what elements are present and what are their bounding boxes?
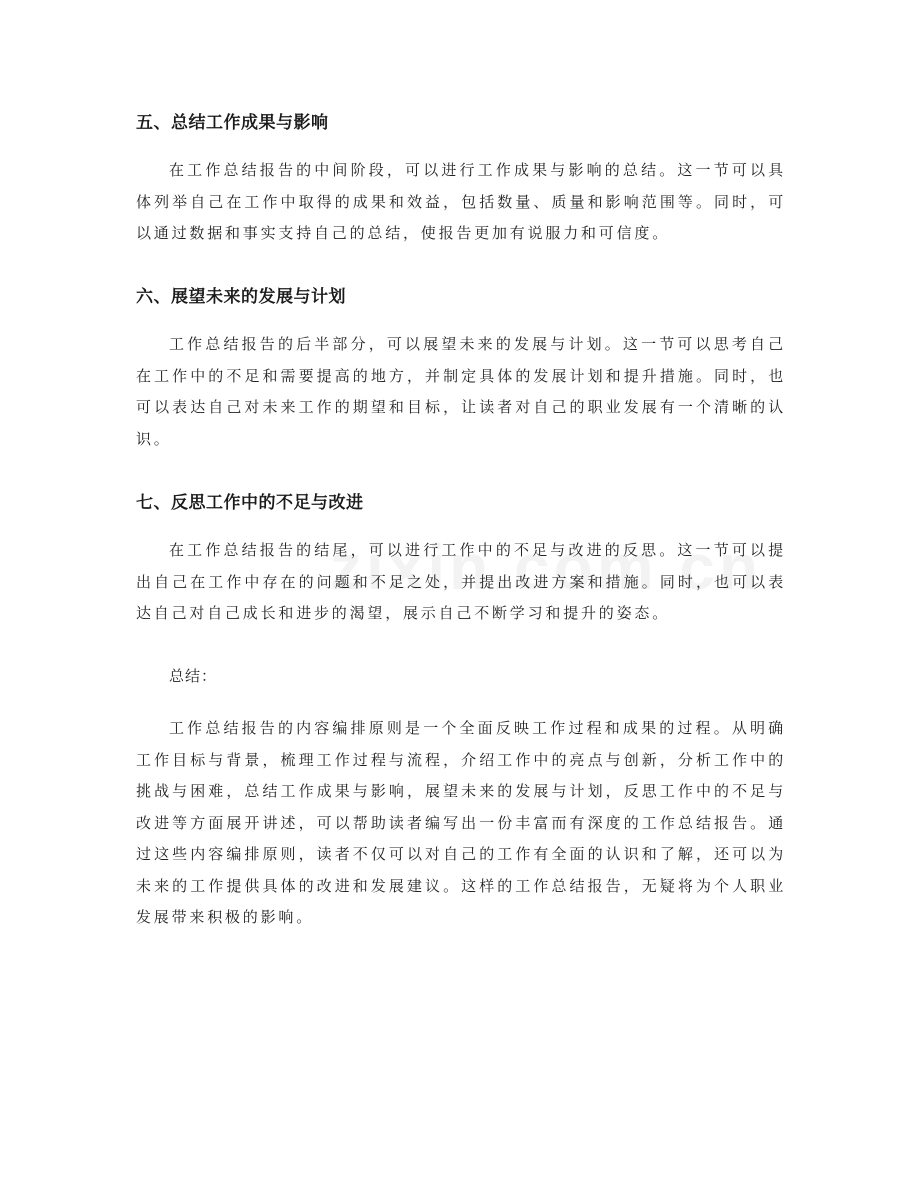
section-body-6: 工作总结报告的后半部分，可以展望未来的发展与计划。这一节可以思考自己在工作中的不足和需要提高的地方，并制定具体的发展计划和提升措施。同时，也可以表达自己对未来工作的期望和目标，让读者对自己的职业发展有一个清晰的认识。 bbox=[136, 335, 786, 448]
summary-label: 总结： bbox=[169, 667, 218, 685]
section-heading-6: 六、展望未来的发展与计划 bbox=[136, 287, 346, 307]
section-heading-7: 七、反思工作中的不足与改进 bbox=[136, 493, 364, 513]
section-body-5: 在工作总结报告的中间阶段，可以进行工作成果与影响的总结。这一节可以具体列举自己在工作中取得的成果和效益，包括数量、质量和影响范围等。同时，可以通过数据和事实支持自己的总结，使报告更加有说服力和可信度。 bbox=[136, 161, 786, 242]
summary-body: 工作总结报告的内容编排原则是一个全面反映工作过程和成果的过程。从明确工作目标与背景，梳理工作过程与流程，介绍工作中的亮点与创新，分析工作中的挑战与困难，总结工作成果与影响，展望未来的发展与计划，反思工作中的不足与改进等方面展开讲述，可以帮助读者编写出一份丰富而有深度的工作总结报告。通过这些内容编排原则，读者不仅可以对自己的工作有全面的认识和了解，还可以为未来的工作提供具体的改进和发展建议。这样的工作总结报告，无疑将为个人职业发展带来积极的影响。 bbox=[136, 719, 786, 926]
section-body-7: 在工作总结报告的结尾，可以进行工作中的不足与改进的反思。这一节可以提出自己在工作中存在的问题和不足之处，并提出改进方案和措施。同时，也可以表达自己对自己成长和进步的渴望，展示自己不断学习和提升的姿态。 bbox=[136, 541, 786, 622]
section-heading-5: 五、总结工作成果与影响 bbox=[136, 113, 329, 133]
